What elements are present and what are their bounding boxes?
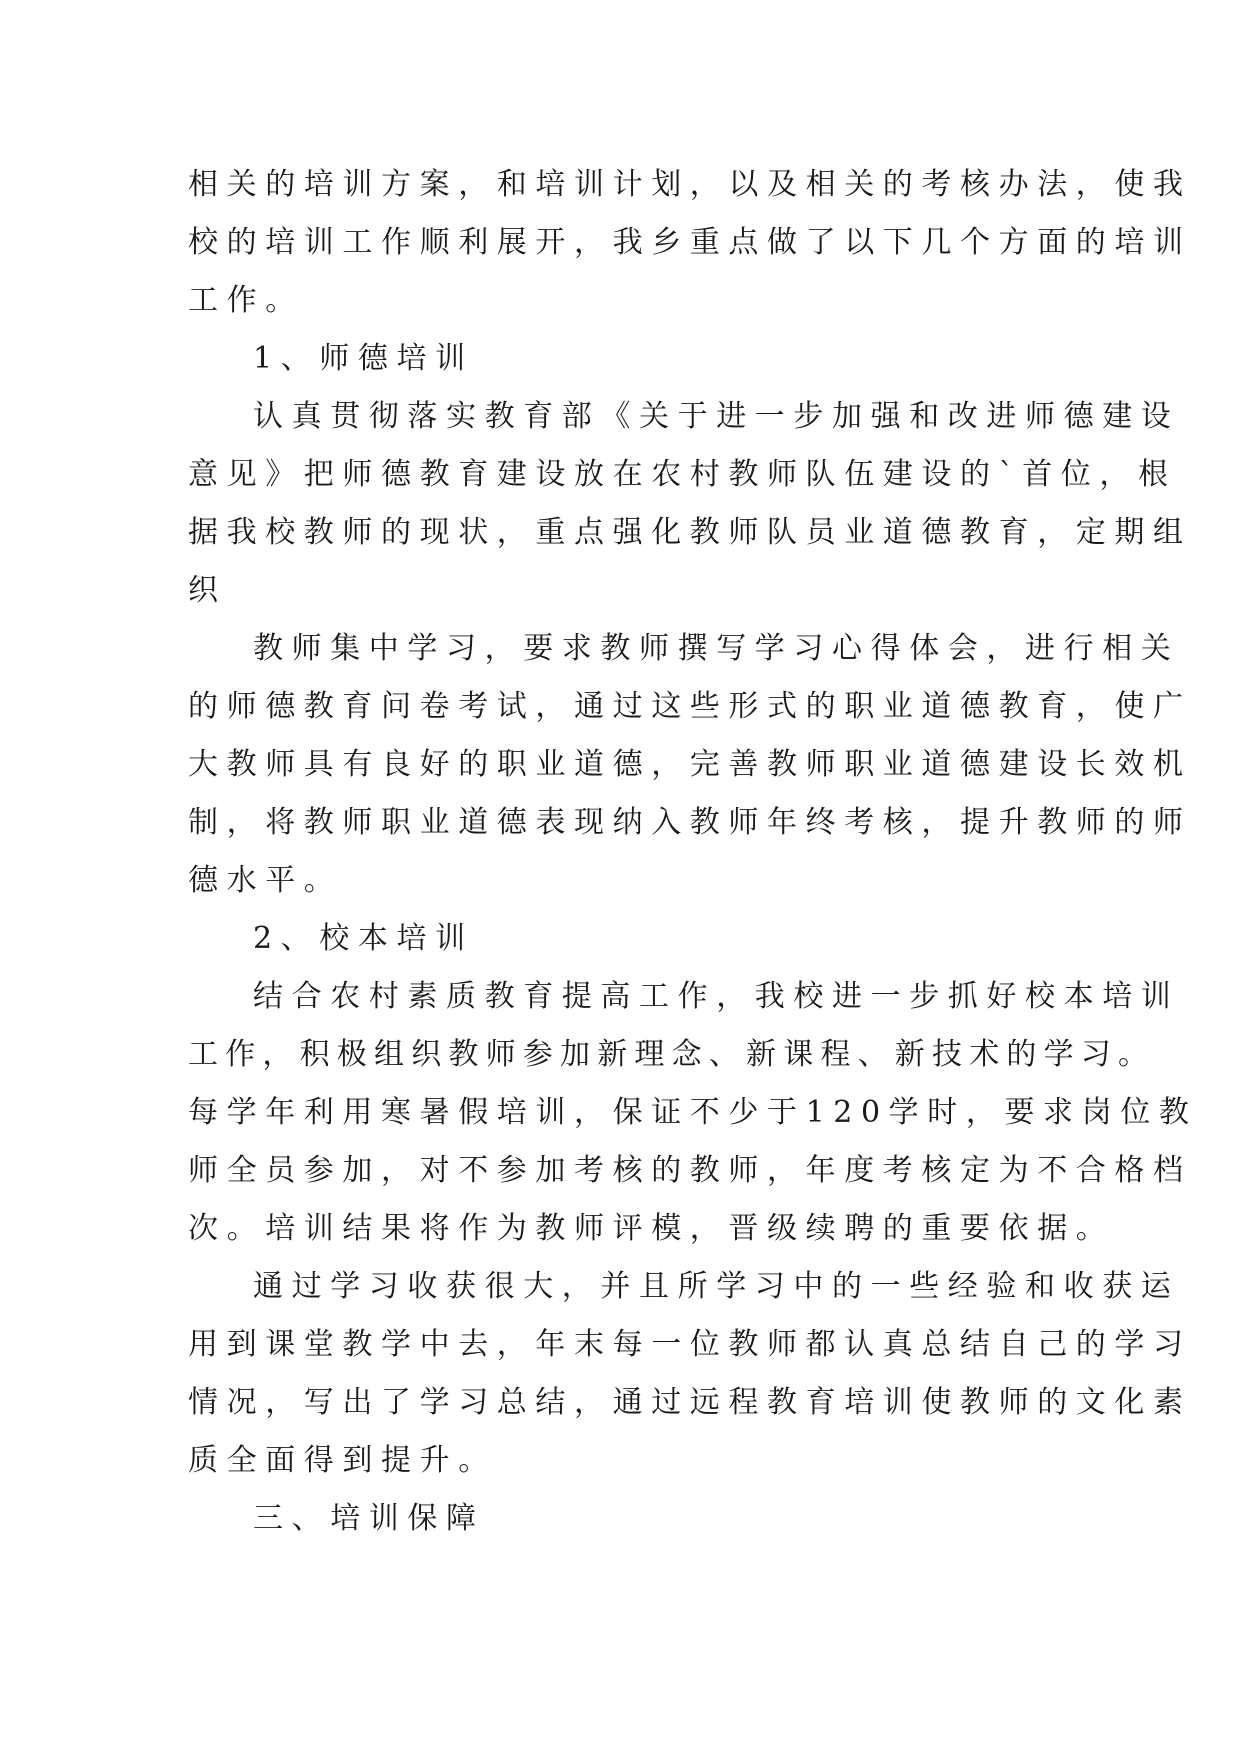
text-line: 织: [188, 573, 227, 608]
text-line: 相关的培训方案，和培训计划，以及相关的考核办法，使我: [188, 167, 1192, 202]
text-line: 用到课堂教学中去，年末每一位教师都认真总结自己的学习: [188, 1327, 1192, 1362]
text-line: 据我校教师的现状，重点强化教师队员业道德教育，定期组: [188, 515, 1192, 550]
text-line: 工作，积极组织教师参加新理念、新课程、新技术的学习。: [188, 1037, 1156, 1072]
text-line: 的师德教育问卷考试，通过这些形式的职业道德教育，使广: [188, 689, 1192, 724]
text-line: 德水平。: [188, 863, 343, 898]
text-line: 情况，写出了学习总结，通过远程教育培训使教师的文化素: [188, 1385, 1192, 1420]
text-line: 次。培训结果将作为教师评模，晋级续聘的重要依据。: [188, 1211, 1115, 1246]
text-line: 每学年利用寒暑假培训，保证不少于120学时，要求岗位教: [188, 1095, 1198, 1130]
text-line: 校的培训工作顺利展开，我乡重点做了以下几个方面的培训: [188, 225, 1192, 260]
text-line: 通过学习收获很大，并且所学习中的一些经验和收获运: [253, 1269, 1180, 1304]
text-line: 制，将教师职业道德表现纳入教师年终考核，提升教师的师: [188, 805, 1192, 840]
text-line: 大教师具有良好的职业道德，完善教师职业道德建设长效机: [188, 747, 1192, 782]
section-heading: 2、校本培训: [253, 921, 474, 956]
section-heading: 三、培训保障: [253, 1501, 485, 1536]
text-line: 结合农村素质教育提高工作，我校进一步抓好校本培训: [253, 979, 1180, 1014]
text-line: 工作。: [188, 283, 304, 318]
text-line: 质全面得到提升。: [188, 1443, 497, 1478]
text-line: 意见》把师德教育建设放在农村教师队伍建设的`首位，根: [188, 457, 1177, 492]
text-line: 教师集中学习，要求教师撰写学习心得体会，进行相关: [253, 631, 1180, 666]
text-line: 师全员参加，对不参加考核的教师，年度考核定为不合格档: [188, 1153, 1192, 1188]
section-heading: 1、师德培训: [253, 341, 474, 376]
text-line: 认真贯彻落实教育部《关于进一步加强和改进师德建设: [253, 399, 1180, 434]
